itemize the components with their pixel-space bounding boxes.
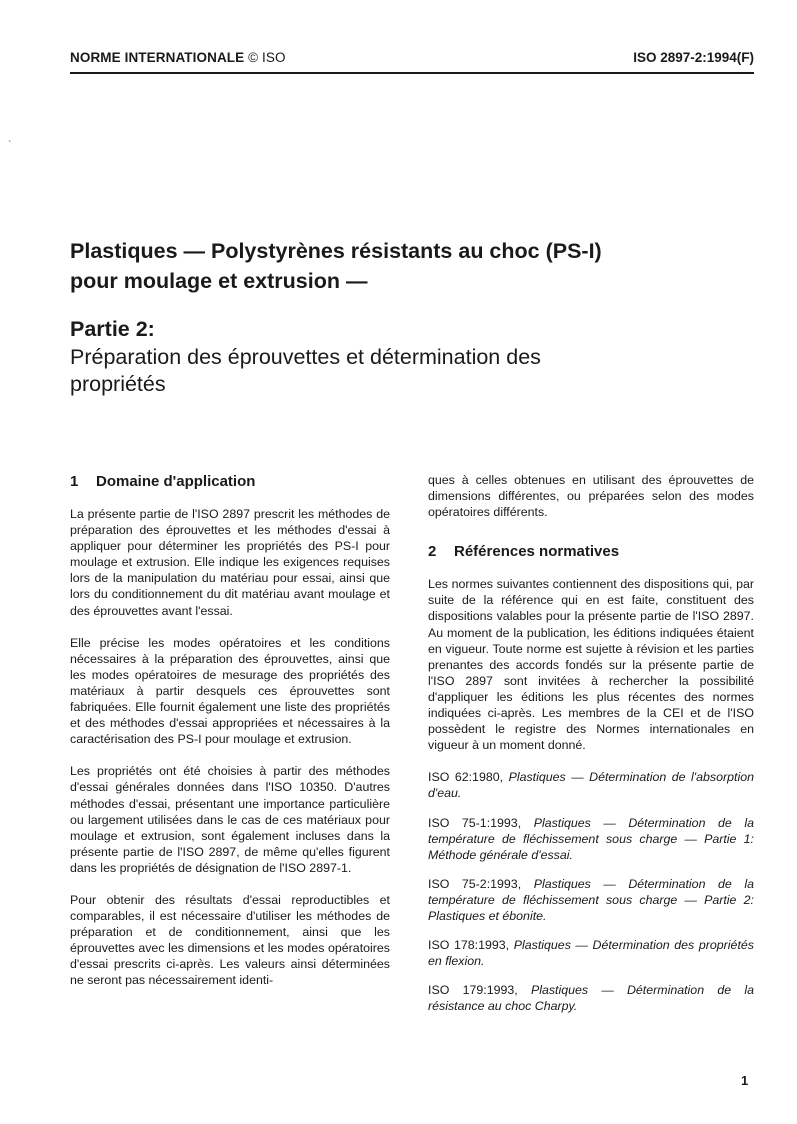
subtitle-line-1: Préparation des éprouvettes et détermination des: [70, 345, 541, 369]
reference-code: ISO 178:1993,: [428, 938, 510, 953]
section-1-paragraph-4-start: Pour obtenir des résultats d'essai reproductibles et comparables, il est nécessaire d'utiliser les méthodes de préparation et de conditionnement, ainsi que les éprouvettes avec les dimensions et les modes opératoires d'essai prescrits ci-après. Les valeurs ainsi déterminées ne seront pas nécessairement identi-: [70, 892, 390, 988]
header-copyright: © ISO: [248, 50, 286, 65]
subtitle-line-2: propriétés: [70, 372, 166, 396]
section-2-number: 2: [428, 543, 437, 561]
page-header: [70, 50, 754, 70]
reference-title: Plastiques — Détermination de la résistance au choc Charpy.: [428, 983, 754, 1014]
header-standard-type: [70, 50, 286, 65]
section-1-paragraph-1: La présente partie de l'ISO 2897 prescrit les méthodes de préparation des éprouvettes et les méthodes d'essai à appliquer pour déterminer les propriétés des PS-I pour moulage et extrusion. Elle indique les exigences requises lors de la manipulation du matériau pour essai, ainsi que lors du conditionnement du dit matériau avant moulage et des éprouvettes avant l'essai.: [70, 507, 390, 618]
title-line-2: pour moulage et extrusion —: [70, 269, 368, 293]
document-title: [70, 236, 750, 296]
part-subtitle: [70, 344, 690, 398]
stray-mark: `: [8, 140, 12, 151]
reference-title: Plastiques — Détermination de la température de fléchissement sous charge — Partie 1: Méthode générale d'essai.: [428, 815, 754, 862]
header-left-text: NORME INTERNATIONALE: [70, 50, 245, 65]
section-1-paragraph-3: Les propriétés ont été choisies à partir des méthodes d'essai générales données dans l'ISO 10350. D'autres méthodes d'essai, présentant une importance particulière ou largement utilisées dans le cas de ces matériaux pour moulage et extrusion, sont également incluses dans la présente partie de l'ISO 2897, de même qu'elles figurent dans les propriétés de désignation de l'ISO 2897-1.: [70, 764, 390, 875]
part-label: Partie 2:: [70, 317, 155, 341]
section-1-paragraph-4-continued: ques à celles obtenues en utilisant des éprouvettes de dimensions différentes, ou préparées selon des modes opératoires différents.: [428, 473, 754, 520]
reference-title: Plastiques — Détermination des propriétés en flexion.: [428, 938, 754, 969]
reference-item: [428, 982, 754, 1014]
title-line-1: Plastiques — Polystyrènes résistants au choc (PS-I): [70, 239, 602, 263]
section-2-heading: [428, 542, 754, 562]
left-column: [70, 472, 390, 1005]
reference-code: ISO 75-2:1993,: [428, 876, 522, 891]
reference-code: ISO 179:1993,: [428, 983, 518, 998]
reference-code: ISO 62:1980,: [428, 770, 504, 785]
section-1-heading: [70, 472, 390, 492]
section-2-title: Références normatives: [454, 543, 620, 561]
section-1-paragraph-2: Elle précise les modes opératoires et les conditions nécessaires à la préparation des éprouvettes, ainsi que les modes opératoires de mesurage des propriétés des matériaux à partir desquels ces éprouvettes sont fabriquées. Elle fournit également une liste des propriétés et des méthodes d'essai appropriées et nécessaires à la caractérisation des PS-I pour moulage et extrusion.: [70, 635, 390, 747]
right-column: [428, 472, 754, 1027]
header-document-number: ISO 2897-2:1994(F): [633, 50, 754, 65]
page-number: 1: [741, 1073, 749, 1088]
section-1-title: Domaine d'application: [96, 473, 256, 490]
reference-code: ISO 75-1:1993,: [428, 815, 522, 830]
reference-item: [428, 815, 754, 863]
section-2-intro: Les normes suivantes contiennent des dispositions qui, par suite de la référence qui en est faite, constituent des dispositions valables pour la présente partie de l'ISO 2897. Au moment de la publication, les éditions indiquées étaient en vigueur. Toute norme est sujette à révision et les parties prenantes des accords fondés sur la présente partie de l'ISO 2897 sont invitées à rechercher la possibilité d'appliquer les éditions les plus récentes des normes indiquées ci-après. Les membres de la CEI et de l'ISO possèdent le registre des Normes internationales en vigueur à un moment donné.: [428, 577, 754, 753]
section-1-number: 1: [70, 473, 79, 490]
reference-item: [428, 876, 754, 924]
reference-title: Plastiques — Détermination de la température de fléchissement sous charge — Partie 2: Plastiques et ébonite.: [428, 876, 754, 923]
reference-item: [428, 769, 754, 801]
header-rule: [70, 72, 754, 74]
reference-item: [428, 937, 754, 969]
reference-title: Plastiques — Détermination de l'absorption d'eau.: [428, 770, 754, 801]
